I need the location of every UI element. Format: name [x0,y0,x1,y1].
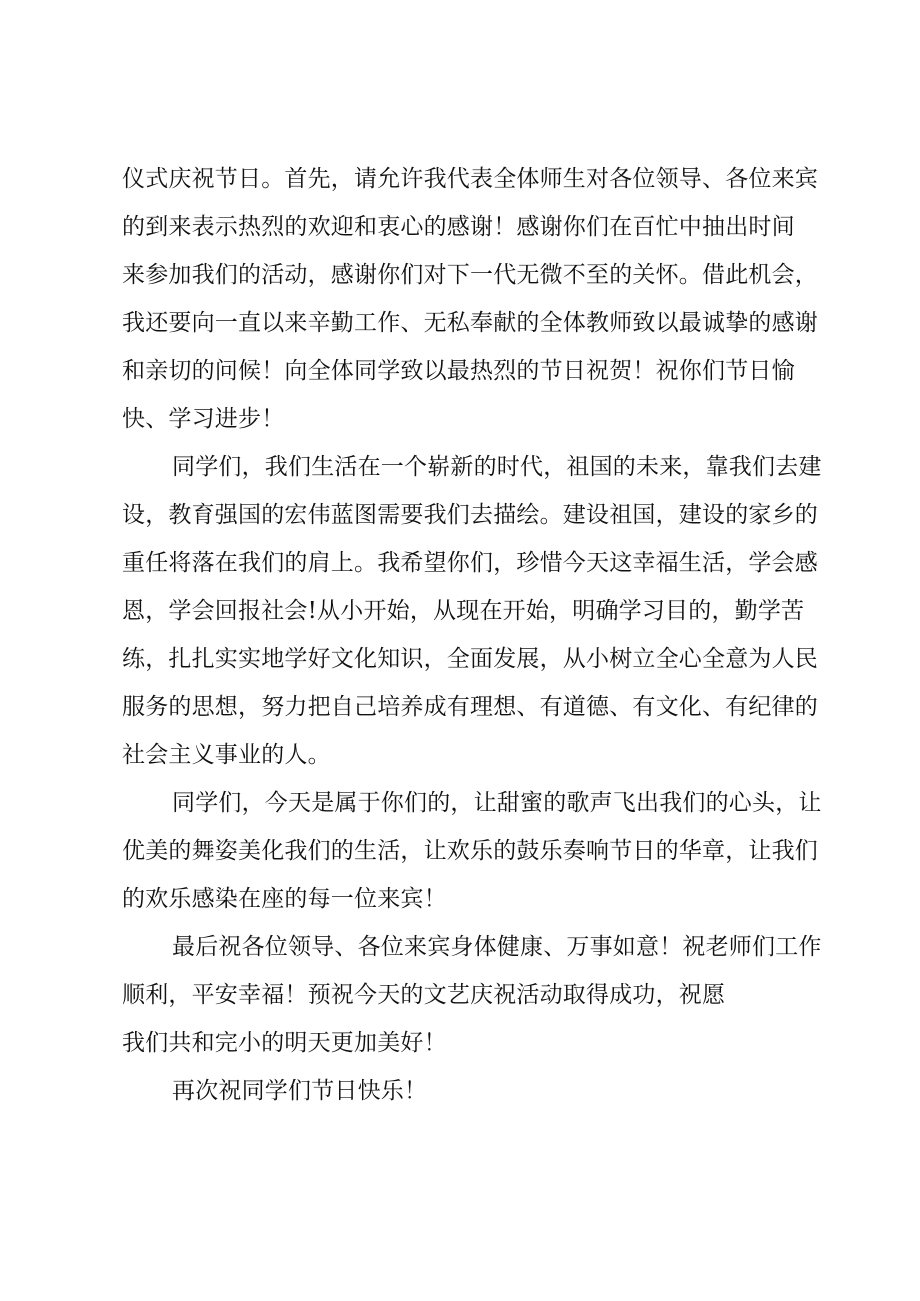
document-body [122,155,822,1115]
text-line: 练，扎扎实实地学好文化知识，全面发展，从小树立全心全意为人民 [122,646,818,672]
paragraph-first-line: 同学们，我们生活在一个崭新的时代，祖国的未来，靠我们去建 [172,454,822,480]
text-line: 顺利，平安幸福！预祝今天的文艺庆祝活动取得成功，祝愿 [122,982,726,1008]
text-line: 我还要向一直以来辛勤工作、无私奉献的全体教师致以最诚挚的感谢 [122,310,818,336]
text-line: 社会主义事业的人。 [122,742,331,768]
text-line: 的欢乐感染在座的每一位来宾！ [122,886,447,912]
text-line: 的到来表示热烈的欢迎和衷心的感谢！感谢你们在百忙中抽出时间 [122,214,795,240]
text-line: 仪式庆祝节日。首先，请允许我代表全体师生对各位领导、各位来宾 [122,166,818,192]
text-line: 重任将落在我们的肩上。我希望你们，珍惜今天这幸福生活，学会感 [122,550,818,576]
text-line: 设，教育强国的宏伟蓝图需要我们去描绘。建设祖国，建设的家乡的 [122,502,818,528]
closing-line: 再次祝同学们节日快乐！ [172,1078,428,1104]
text-line: 来参加我们的活动，感谢你们对下一代无微不至的关怀。借此机会， [122,262,818,288]
text-line: 优美的舞姿美化我们的生活，让欢乐的鼓乐奏响节日的华章，让我们 [122,838,818,864]
text-line: 我们共和完小的明天更加美好！ [122,1030,447,1056]
text-line: 快、学习进步！ [122,406,285,432]
paragraph-first-line: 同学们，今天是属于你们的，让甜蜜的歌声飞出我们的心头，让 [172,790,822,816]
paragraph-first-line: 最后祝各位领导、各位来宾身体健康、万事如意！祝老师们工作 [172,934,822,960]
text-line: 服务的思想，努力把自己培养成有理想、有道德、有文化、有纪律的 [122,694,818,720]
text-line: 和亲切的问候！向全体同学致以最热烈的节日祝贺！祝你们节日愉 [122,358,795,384]
text-line: 恩，学会回报社会!从小开始，从现在开始，明确学习目的，勤学苦 [122,598,805,624]
